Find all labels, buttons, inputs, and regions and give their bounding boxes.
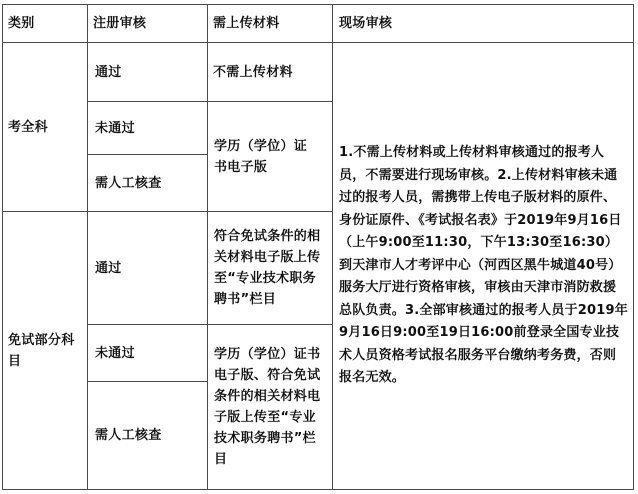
material-exempt-pass: 符合免试条件的相关材料电子版上传至“专业技术职务聘书”栏目 xyxy=(214,229,321,307)
divider-col-3 xyxy=(332,4,333,490)
status-exempt-pass: 通过 xyxy=(95,260,122,276)
section-partial-exemption: 免试部分科目 xyxy=(8,332,75,369)
requirements-table xyxy=(2,4,634,490)
header-upload-materials: 需上传材料 xyxy=(213,16,280,31)
material-full-fail-manual: 学历（学位）证书电子版 xyxy=(214,138,308,175)
status-full-manual: 需人工核查 xyxy=(95,175,162,191)
border-right xyxy=(633,4,634,490)
status-exempt-fail: 未通过 xyxy=(95,345,135,361)
divider-col-1 xyxy=(87,4,88,490)
material-full-pass: 不需上传材料 xyxy=(213,64,293,80)
section-full-exam: 考全科 xyxy=(8,119,48,135)
border-bottom xyxy=(2,489,634,490)
header-category: 类别 xyxy=(8,16,35,31)
border-left xyxy=(2,4,3,490)
header-onsite-review: 现场审核 xyxy=(339,16,393,31)
material-exempt-fail-manual: 学历（学位）证书电子版、符合免试条件的相关材料电子版上传至“专业技术职务聘书”栏目 xyxy=(214,347,321,467)
header-registration-review: 注册审核 xyxy=(93,16,147,31)
onsite-review-description: 1.不需上传材料或上传材料审核通过的报考人员，不需要进行现场审核。2.上传材料审核未通过的报考人员，需携带上传电子版材料的原件、身份证原件、《考试报名表》于2019年9月16日（上午9:00至11:30，下午13:30至16:30）到天津市人才考评中心（河西区黑牛城道40号）服务大厅进行资格审核，审核由天津市消防救援总队负责。3.全部审核通过的报考人员于2019年9月16日9:00至19日16:00前登录全国专业技术人员资格考试报名服务平台缴纳考务费，否则报名无效。 xyxy=(339,145,628,386)
status-full-fail: 未通过 xyxy=(95,120,135,136)
status-full-pass: 通过 xyxy=(95,64,122,80)
divider-col-2 xyxy=(207,4,208,490)
status-exempt-manual: 需人工核查 xyxy=(95,428,162,443)
